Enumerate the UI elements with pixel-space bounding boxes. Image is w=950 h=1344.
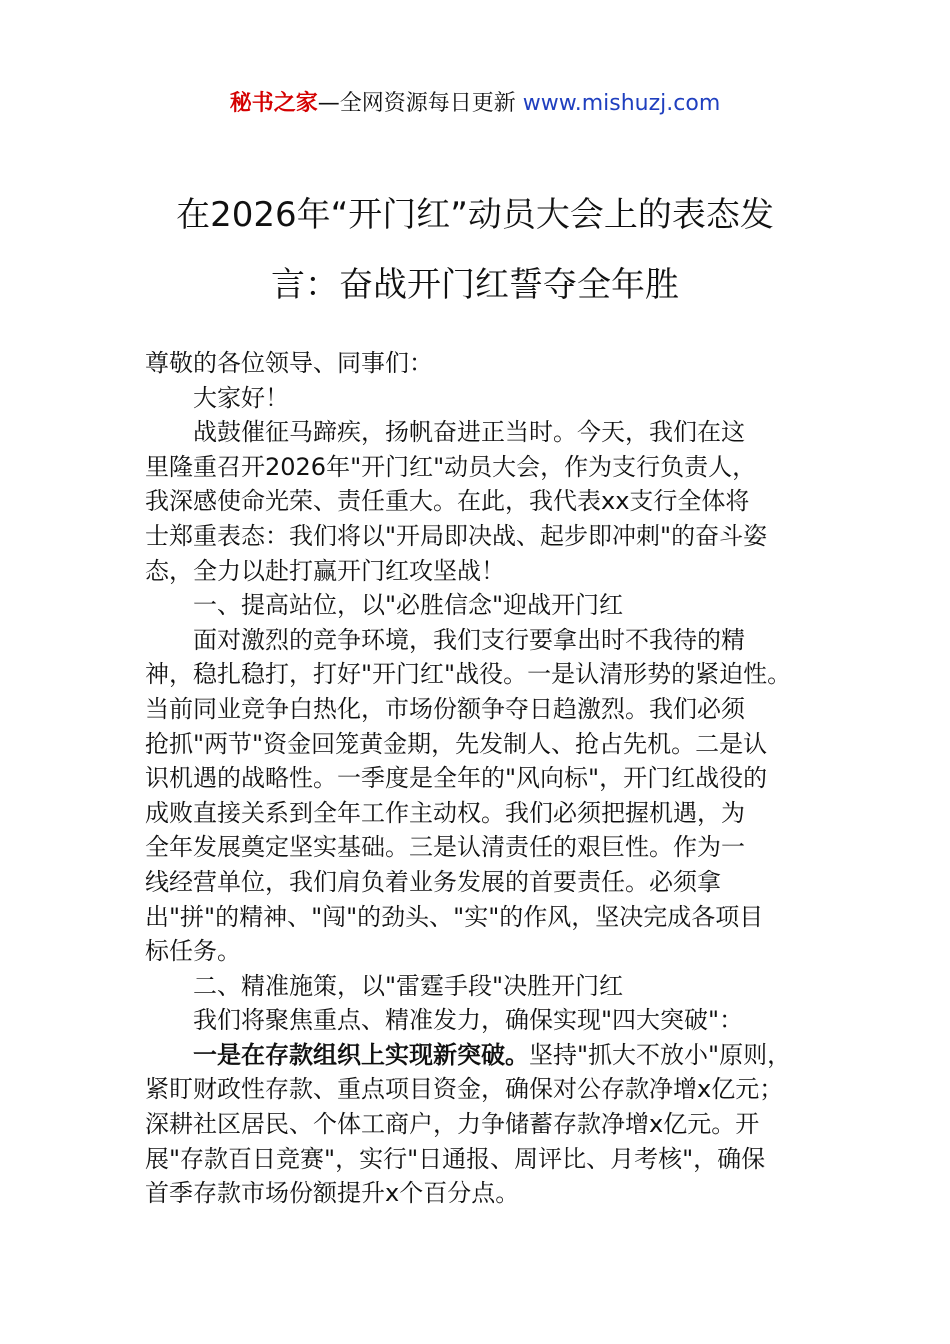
intro-line: 里隆重召开2026年"开门红"动员大会，作为支行负责人， xyxy=(145,452,757,481)
greeting: 大家好！ xyxy=(193,383,289,412)
point-1-first-rest: 坚持"抓大不放小"原则， xyxy=(529,1040,792,1069)
section-1-line: 面对激烈的竞争环境，我们支行要拿出时不我待的精 xyxy=(193,625,745,654)
section-1-line: 全年发展奠定坚实基础。三是认清责任的艰巨性。作为一 xyxy=(145,833,745,862)
section-1-line: 标任务。 xyxy=(145,937,241,966)
section-2-intro: 我们将聚焦重点、精准发力，确保实现"四大突破"： xyxy=(193,1006,744,1035)
section-1-line: 线经营单位，我们肩负着业务发展的首要责任。必须拿 xyxy=(145,867,721,896)
section-1-line: 神，稳扎稳打，打好"开门红"战役。一是认清形势的紧迫性。 xyxy=(145,660,792,689)
intro-line: 战鼓催征马蹄疾，扬帆奋进正当时。今天，我们在这 xyxy=(193,418,745,447)
point-1-bold-lead: 一是在存款组织上实现新突破。 xyxy=(193,1040,529,1069)
section-1-line: 当前同业竞争白热化，市场份额争夺日趋激烈。我们必须 xyxy=(145,694,745,723)
section-1-line: 成败直接关系到全年工作主动权。我们必须把握机遇，为 xyxy=(145,798,745,827)
section-2-heading: 二、精准施策，以"雷霆手段"决胜开门红 xyxy=(193,971,624,1000)
section-1-line: 识机遇的战略性。一季度是全年的"风向标"，开门红战役的 xyxy=(145,764,768,793)
point-1-line: 深耕社区居民、个体工商户，力争储蓄存款净增x亿元。开 xyxy=(145,1110,760,1139)
section-1-heading: 一、提高站位，以"必胜信念"迎战开门红 xyxy=(193,591,624,620)
intro-line: 士郑重表态：我们将以"开局即决战、起步即冲刺"的奋斗姿 xyxy=(145,521,768,550)
document-title xyxy=(120,180,830,320)
intro-line: 态，全力以赴打赢开门红攻坚战！ xyxy=(145,556,505,585)
intro-line: 我深感使命光荣、责任重大。在此，我代表xx支行全体将 xyxy=(145,487,750,516)
title-line-1: 在2026年“开门红”动员大会上的表态发 xyxy=(176,195,774,235)
point-1-line: 展"存款百日竞赛"，实行"日通报、周评比、月考核"，确保 xyxy=(145,1144,766,1173)
site-tagline: —全网资源每日更新 xyxy=(317,91,523,116)
point-1-line: 紧盯财政性存款、重点项目资金，确保对公存款净增x亿元； xyxy=(145,1075,784,1104)
document-body xyxy=(145,346,835,1211)
title-line-2: 言：奋战开门红誓夺全年胜 xyxy=(271,265,679,305)
site-header xyxy=(0,88,950,120)
site-url-link[interactable]: www.mishuzj.com xyxy=(522,91,721,116)
section-1-line: 出"拼"的精神、"闯"的劲头、"实"的作风，坚决完成各项目 xyxy=(145,902,764,931)
point-1-first-line xyxy=(145,1038,835,1073)
section-1-line: 抢抓"两节"资金回笼黄金期，先发制人、抢占先机。二是认 xyxy=(145,729,768,758)
salutation: 尊敬的各位领导、同事们： xyxy=(145,349,433,377)
site-brand: 秘书之家 xyxy=(229,91,318,116)
point-1-line: 首季存款市场份额提升x个百分点。 xyxy=(145,1179,520,1208)
